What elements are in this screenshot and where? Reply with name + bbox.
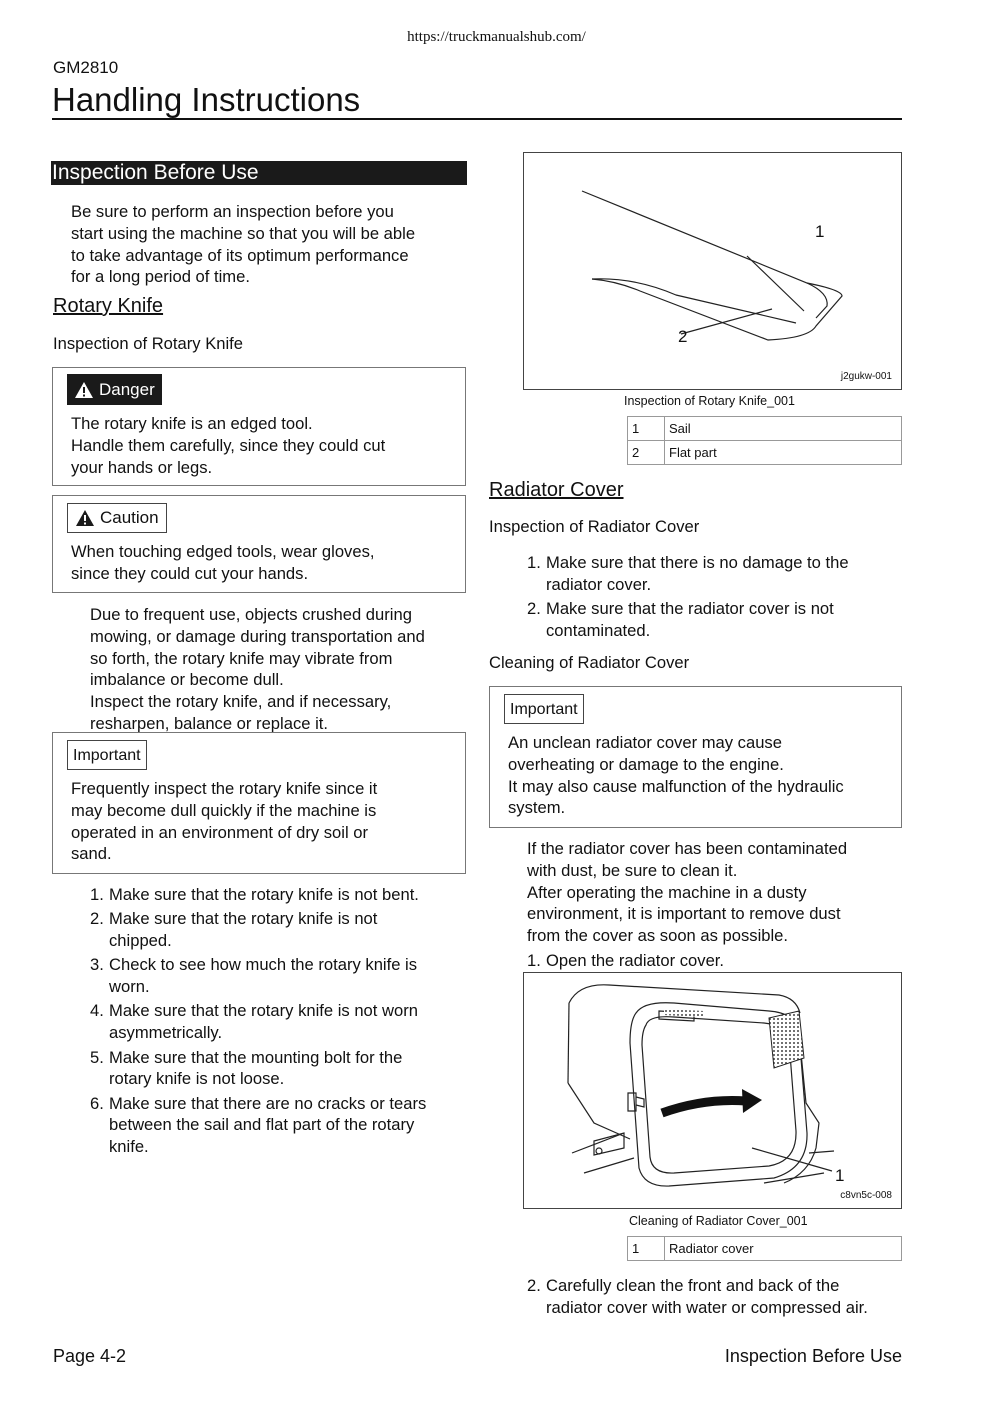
radiator-cleaning-paragraph	[527, 838, 902, 947]
step-text: Open the radiator cover.	[546, 951, 725, 970]
radiator-cover-figure	[523, 972, 902, 1209]
important-text	[508, 732, 898, 819]
danger-box	[52, 367, 466, 486]
rotary-knife-paragraph	[90, 604, 470, 735]
list-item	[90, 1000, 470, 1044]
caution-line: When touching edged tools, wear gloves,	[71, 542, 375, 561]
important-line: operated in an environment of dry soil or	[71, 822, 369, 842]
warning-triangle-icon	[74, 381, 94, 399]
list-item	[90, 1047, 470, 1091]
figure-legend-table	[627, 1236, 902, 1261]
step-text: contaminated.	[546, 620, 651, 640]
legend-number: 1	[628, 1237, 665, 1261]
table-row	[628, 1237, 902, 1261]
danger-line: your hands or legs.	[71, 457, 213, 477]
intro-paragraph	[71, 201, 471, 288]
step-text: knife.	[109, 1137, 149, 1157]
danger-text	[71, 413, 461, 478]
legend-text: Radiator cover	[665, 1237, 902, 1261]
paragraph-line: resharpen, balance or replace it.	[90, 713, 328, 733]
danger-tag	[67, 374, 162, 405]
callout-1: 1	[835, 1166, 845, 1185]
step-text: chipped.	[109, 931, 172, 951]
figure-caption: Cleaning of Radiator Cover_001	[629, 1214, 808, 1228]
step-number: 1.	[527, 951, 541, 970]
paragraph-line: so forth, the rotary knife may vibrate from	[90, 648, 393, 668]
important-line: overheating or damage to the engine.	[508, 754, 784, 774]
radiator-cleaning-step-1	[527, 950, 902, 974]
intro-line: to take advantage of its optimum performance	[71, 245, 409, 265]
rotary-knife-illustration	[524, 153, 901, 389]
caution-tag	[67, 503, 167, 533]
radiator-inspection-subheading: Inspection of Radiator Cover	[489, 517, 700, 536]
legend-text: Sail	[665, 417, 902, 441]
important-tag: Important	[67, 740, 147, 770]
step-number: 5.	[90, 1047, 104, 1067]
page-title: Handling Instructions	[52, 81, 361, 118]
important-line: system.	[508, 798, 566, 818]
step-text: Check to see how much the rotary knife is	[109, 955, 418, 975]
warning-triangle-icon	[75, 509, 95, 527]
list-item	[527, 950, 902, 972]
footer-section-name: Inspection Before Use	[724, 1346, 902, 1366]
figure-code: j2gukw-001	[840, 371, 892, 382]
list-item	[90, 908, 470, 952]
step-text: radiator cover.	[546, 574, 652, 594]
legend-text: Flat part	[665, 441, 902, 465]
step-text: worn.	[109, 977, 150, 997]
intro-line: start using the machine so that you will be able	[71, 223, 416, 243]
list-item	[527, 552, 902, 596]
paragraph-line: Inspect the rotary knife, and if necessary,	[90, 692, 392, 712]
step-text: asymmetrically.	[109, 1023, 223, 1043]
paragraph-line: After operating the machine in a dusty	[527, 882, 807, 902]
caution-line: since they could cut your hands.	[71, 563, 309, 583]
paragraph-line: environment, it is important to remove dust	[527, 904, 841, 924]
radiator-cover-heading: Radiator Cover	[489, 479, 624, 501]
page-number: Page 4-2	[53, 1346, 127, 1366]
paragraph-line: If the radiator cover has been contaminated	[527, 839, 848, 858]
important-line: Frequently inspect the rotary knife since it	[71, 779, 378, 798]
step-text: Make sure that the rotary knife is not bent.	[109, 885, 419, 904]
important-tag: Important	[504, 694, 584, 724]
figure-legend-table	[627, 416, 902, 465]
figure-caption: Inspection of Rotary Knife_001	[624, 394, 795, 408]
rotary-knife-steps	[90, 884, 470, 1161]
model-number: GM2810	[53, 58, 119, 77]
step-text: Make sure that the radiator cover is not	[546, 599, 834, 619]
list-item	[527, 598, 902, 642]
source-url: https://truckmanualshub.com/	[407, 29, 586, 45]
list-item	[90, 884, 470, 906]
danger-line: Handle them carefully, since they could cut	[71, 435, 386, 455]
step-text: Make sure that there is no damage to the	[546, 553, 849, 572]
table-row	[628, 417, 902, 441]
rotary-knife-subheading: Inspection of Rotary Knife	[53, 334, 244, 353]
important-box	[52, 732, 466, 874]
caution-text	[71, 541, 461, 585]
paragraph-line: mowing, or damage during transportation and	[90, 626, 425, 646]
step-number: 1.	[90, 885, 104, 904]
radiator-cleaning-step-2	[527, 1275, 917, 1321]
table-row	[628, 441, 902, 465]
section-title: Inspection Before Use	[51, 161, 467, 185]
step-number: 4.	[90, 1001, 104, 1021]
step-number: 3.	[90, 955, 104, 975]
step-number: 2.	[90, 909, 104, 929]
important-line: may become dull quickly if the machine is	[71, 800, 377, 820]
important-line: sand.	[71, 844, 112, 864]
legend-number: 1	[628, 417, 665, 441]
important-box	[489, 686, 902, 828]
step-text: Make sure that the rotary knife is not worn	[109, 1001, 418, 1021]
step-number: 1.	[527, 553, 541, 572]
danger-line: The rotary knife is an edged tool.	[71, 414, 313, 433]
important-text	[71, 778, 461, 865]
radiator-cleaning-subheading: Cleaning of Radiator Cover	[489, 653, 690, 672]
step-text: between the sail and flat part of the rotary	[109, 1115, 415, 1135]
step-text: radiator cover with water or compressed air.	[546, 1297, 868, 1317]
rotary-knife-heading: Rotary Knife	[53, 295, 164, 317]
list-item	[90, 954, 470, 998]
important-line: It may also cause malfunction of the hydraulic	[508, 776, 844, 796]
step-text: Carefully clean the front and back of the	[546, 1276, 840, 1295]
paragraph-line: with dust, be sure to clean it.	[527, 860, 738, 880]
danger-label: Danger	[99, 380, 155, 399]
legend-number: 2	[628, 441, 665, 465]
paragraph-line: imbalance or become dull.	[90, 670, 284, 690]
paragraph-line: from the cover as soon as possible.	[527, 926, 789, 946]
figure-code: c8vn5c-008	[840, 1190, 892, 1201]
step-text: Make sure that the mounting bolt for the	[109, 1047, 403, 1067]
step-number: 2.	[527, 599, 541, 619]
list-item	[90, 1093, 470, 1158]
step-text: Make sure that there are no cracks or tears	[109, 1093, 427, 1113]
step-number: 6.	[90, 1093, 104, 1113]
step-number: 2.	[527, 1276, 541, 1295]
list-item	[527, 1275, 917, 1319]
caution-box	[52, 495, 466, 593]
caution-label: Caution	[100, 508, 159, 527]
intro-line: Be sure to perform an inspection before you	[71, 202, 394, 221]
step-text: rotary knife is not loose.	[109, 1069, 285, 1089]
step-text: Make sure that the rotary knife is not	[109, 909, 378, 929]
important-line: An unclean radiator cover may cause	[508, 733, 782, 752]
paragraph-line: Due to frequent use, objects crushed during	[90, 605, 412, 624]
title-rule	[52, 118, 902, 120]
radiator-inspection-steps	[527, 552, 902, 644]
intro-line: for a long period of time.	[71, 267, 250, 287]
rotary-knife-figure	[523, 152, 902, 390]
callout-1: 1	[815, 222, 825, 241]
callout-2: 2	[678, 327, 688, 346]
